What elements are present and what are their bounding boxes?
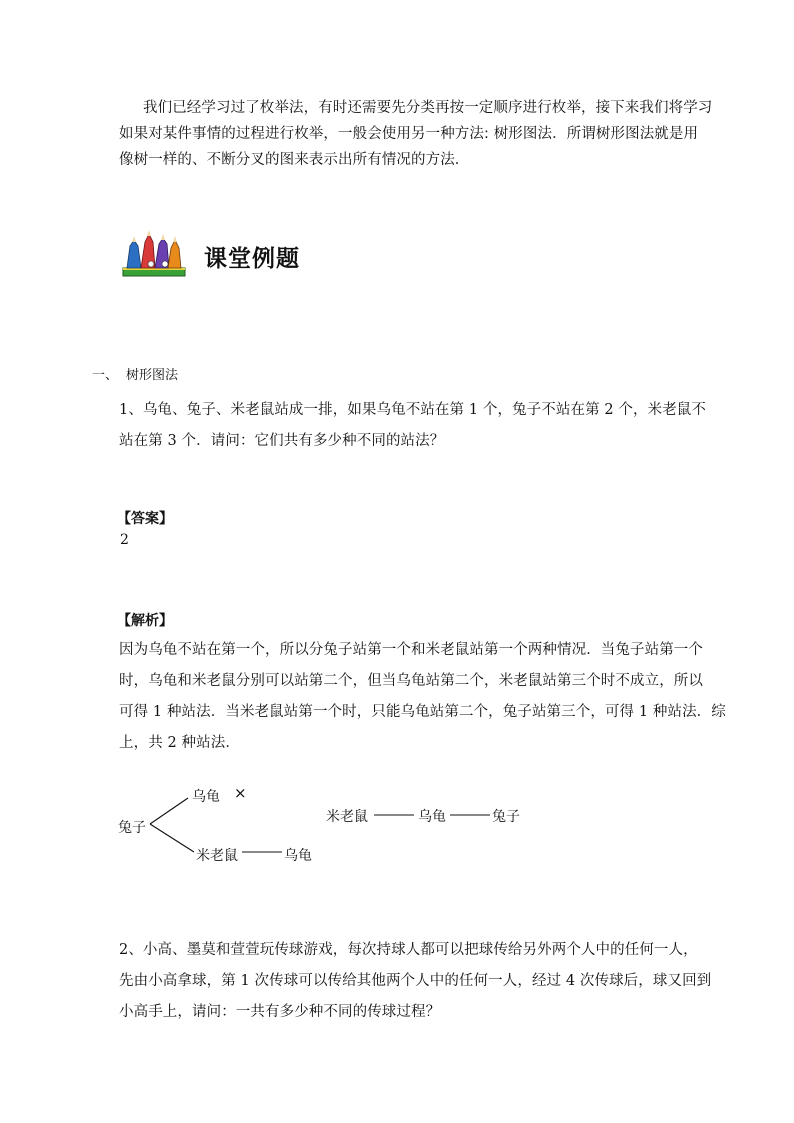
chain-third-label: 兔子 [492, 809, 520, 825]
intro-line: 我们已经学习过了枚举法，有时还需要先分类再按一定顺序进行枚举，接下来我们将学习 [143, 100, 713, 116]
tree-lower-label: 米老鼠 [196, 848, 238, 864]
tree-upper-label: 乌龟 [192, 789, 220, 805]
analysis-line: 因为乌龟不站在第一个，所以分兔子站第一个和米老鼠站第一个两种情况．当兔子站第一个 [119, 642, 703, 658]
question-line: 先由小高拿球，第 1 次传球可以传给其他两个人中的任何一人，经过 4 次传球后，球又回到 [119, 973, 712, 989]
chain-second-label: 乌龟 [418, 809, 446, 825]
section-heading [92, 364, 178, 383]
analysis-line: 上，共 2 种站法． [119, 735, 240, 751]
question-2 [119, 938, 712, 1028]
pencils-icon [121, 228, 187, 278]
tree-diagram-left [116, 782, 326, 872]
analysis-label: 【解析】 [117, 613, 173, 629]
intro-line: 如果对某件事情的过程进行枚举，一般会使用另一种方法: 树形图法．所谓树形图法就是用 [119, 126, 699, 142]
intro-paragraph [119, 96, 713, 176]
page-title: 课堂例题 [204, 246, 300, 272]
question-line: 1、乌龟、兔子、米老鼠站成一排，如果乌龟不站在第 1 个，兔子不站在第 2 个，米老鼠不 [119, 402, 707, 418]
answer-label: 【答案】 [117, 511, 173, 527]
question-line: 2、小高、墨莫和萱萱玩传球游戏，每次持球人都可以把球传给另外两个人中的任何一人， [119, 942, 698, 958]
question-line: 小高手上，请问：一共有多少种不同的传球过程？ [119, 1004, 441, 1020]
analysis-line: 时，乌龟和米老鼠分别可以站第二个，但当乌龟站第二个，米老鼠站第三个时不成立，所以 [119, 673, 703, 689]
question-1 [119, 398, 707, 458]
question-line: 站在第 3 个．请问：它们共有多少种不同的站法？ [119, 433, 445, 449]
tree-lower-end-label: 乌龟 [284, 848, 312, 864]
chain-first-label: 米老鼠 [326, 809, 368, 825]
section-title: 树形图法 [126, 368, 179, 383]
tree-root-label: 兔子 [118, 820, 146, 836]
intro-line: 像树一样的、不断分叉的图来表示出所有情况的方法． [119, 152, 470, 168]
analysis-line: 可得 1 种站法．当米老鼠站第一个时，只能乌龟站第二个，兔子站第三个，可得 1 种站法．综 [119, 704, 726, 720]
tree-diagram-right [326, 800, 526, 830]
section-number: 一、 [92, 368, 119, 383]
cross-mark: × [234, 784, 247, 802]
answer-value: 2 [120, 532, 129, 548]
analysis-paragraph [119, 638, 726, 758]
